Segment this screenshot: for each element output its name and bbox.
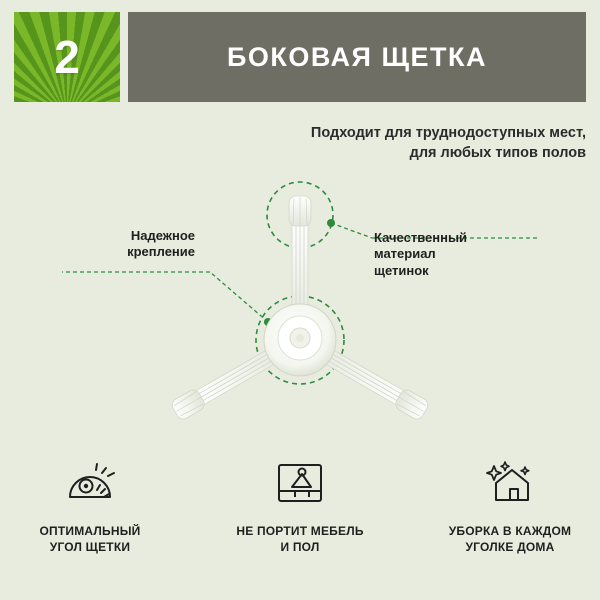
- header: [0, 0, 600, 105]
- furniture-protection-icon: [269, 452, 331, 514]
- title-bar: [128, 12, 586, 102]
- leader-line-hub: [210, 272, 268, 322]
- leader-dot-bristles: [327, 219, 335, 227]
- step-number-badge: [14, 12, 120, 102]
- home-clean-icon: [479, 452, 541, 514]
- feature-furniture-line-2: И ПОЛ: [280, 539, 320, 554]
- subtitle-line-2: для любых типов полов: [409, 144, 586, 161]
- callout-attachment: [60, 228, 195, 261]
- callout-attachment-line-2: крепление: [127, 244, 195, 260]
- step-number: 2: [54, 31, 80, 83]
- callout-attachment-line-1: Надежное: [130, 228, 195, 243]
- callout-bristle-material: [374, 230, 544, 279]
- page-title: БОКОВАЯ ЩЕТКА: [227, 41, 487, 72]
- callout-bristle-line-2: материал: [374, 246, 436, 262]
- brush-hub: [264, 304, 336, 376]
- feature-furniture-protection-label: [236, 524, 363, 555]
- robot-vacuum-icon: [59, 452, 121, 514]
- product-illustration: [0, 160, 600, 450]
- feature-furniture-line-1: НЕ ПОРТИТ МЕБЕЛЬ: [236, 524, 364, 538]
- feature-optimal-angle-label: [39, 524, 140, 555]
- feature-furniture-protection: [226, 452, 374, 600]
- feature-home-clean-line-1: УБОРКА В КАЖДОМ: [448, 524, 572, 538]
- callout-bristle-line-1: Качественный: [374, 230, 468, 245]
- subtitle: [166, 124, 586, 163]
- leader-line-bristles: [331, 223, 372, 238]
- feature-home-clean-label: [449, 524, 571, 555]
- callout-bristle-line-3: щетинок: [374, 262, 429, 278]
- feature-optimal-angle-line-1: ОПТИМАЛЬНЫЙ: [39, 524, 141, 538]
- feature-home-clean: [436, 452, 584, 600]
- feature-list: [0, 452, 600, 600]
- feature-optimal-angle: [16, 452, 164, 600]
- subtitle-line-1: Подходит для труднодоступных мест,: [310, 125, 586, 141]
- feature-home-clean-line-2: УГОЛКЕ ДОМА: [465, 539, 555, 554]
- feature-optimal-angle-line-2: УГОЛ ЩЕТКИ: [49, 539, 131, 554]
